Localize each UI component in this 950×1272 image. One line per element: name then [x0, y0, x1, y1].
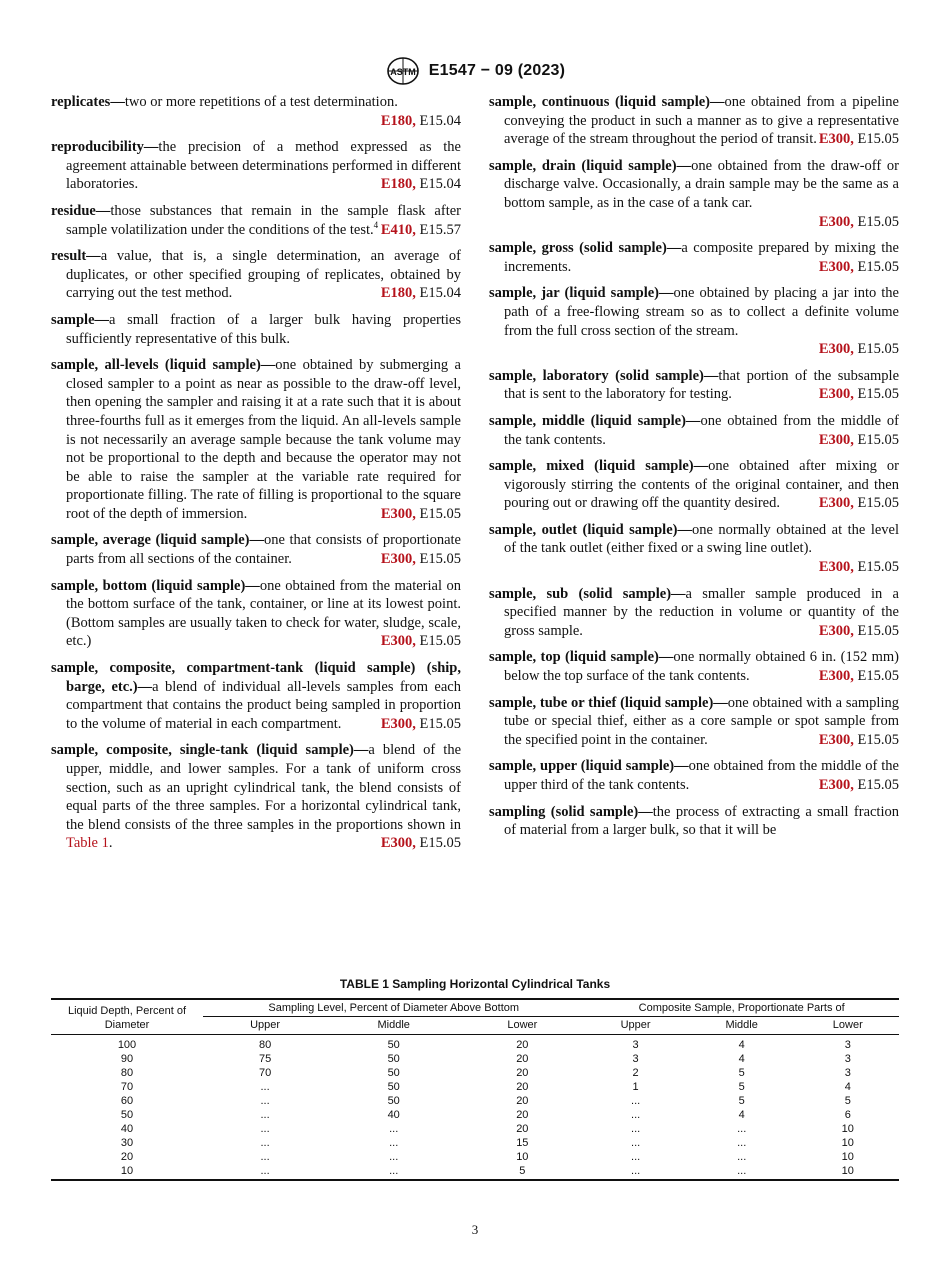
- standard-reference[interactable]: E300,: [818, 131, 854, 148]
- column-header: Lower: [797, 1017, 899, 1035]
- definition-entry: [51, 531, 461, 568]
- definition-term: sample, sub (solid sample)—: [489, 585, 686, 602]
- citation: [66, 112, 461, 131]
- table-cell: ...: [687, 1164, 797, 1180]
- committee-code: E15.04: [419, 176, 461, 193]
- definition-body: one obtained with a sampling tube or special thief, either as a core sample or spot sample from the specified point in the container.: [504, 694, 899, 748]
- table-cell: 70: [258, 1067, 272, 1079]
- standard-reference[interactable]: E300,: [818, 386, 854, 403]
- citation: [819, 130, 899, 149]
- standard-reference[interactable]: E300,: [380, 551, 416, 568]
- citation: [381, 175, 461, 194]
- standard-reference[interactable]: E300,: [818, 559, 854, 576]
- table-cell: 20: [516, 1109, 529, 1121]
- standard-reference[interactable]: E300,: [818, 668, 854, 685]
- column-header: Middle: [687, 1017, 797, 1035]
- citation: [381, 550, 461, 569]
- committee-code: E15.05: [857, 495, 899, 512]
- astm-logo-icon: [385, 56, 421, 86]
- table-cell: 3: [844, 1053, 851, 1065]
- table-cell: ...: [631, 1109, 641, 1121]
- definition-term: sample, gross (solid sample)—: [489, 240, 682, 257]
- definition-term: sampling (solid sample)—: [489, 803, 653, 820]
- definition-term: sample, continuous (liquid sample)—: [489, 94, 725, 110]
- logo-text: ASTM: [390, 67, 416, 77]
- definition-entry: [51, 247, 461, 303]
- committee-code: E15.05: [857, 131, 899, 148]
- standard-reference[interactable]: E300,: [818, 731, 854, 748]
- citation: [504, 213, 899, 232]
- standard-reference[interactable]: E410,: [380, 221, 416, 238]
- table-cell: 50: [387, 1053, 400, 1065]
- table-cell: 20: [516, 1081, 529, 1093]
- definition-body: a value, that is, a single determination, an average of duplicates, or other specified grouping of replicates, obtained by carrying out the test method.: [66, 248, 461, 302]
- definition-entry: [51, 577, 461, 651]
- standard-reference[interactable]: E300,: [380, 835, 416, 852]
- standard-reference[interactable]: E300,: [818, 495, 854, 512]
- table-cell: ...: [260, 1137, 270, 1149]
- table-cell: 1: [632, 1081, 639, 1093]
- definition-body: one obtained after mixing or vigorously stirring the contents of the original container, and then pouring out or drawing off the quantity desired.: [504, 458, 900, 512]
- committee-code: E15.05: [857, 341, 899, 358]
- standard-reference[interactable]: E300,: [818, 622, 854, 639]
- page-number: 3: [471, 1222, 479, 1237]
- committee-code: E15.57: [419, 221, 461, 238]
- standard-reference[interactable]: E300,: [380, 505, 416, 522]
- table-cell: 5: [738, 1067, 745, 1079]
- left-column: [51, 93, 461, 861]
- group-header-sampling-level: Sampling Level, Percent of Diameter Above Bottom: [203, 999, 584, 1017]
- committee-code: E15.05: [857, 668, 899, 685]
- definition-body: one obtained from the draw-off or discharge valve. Occasionally, a drain sample may be the same as a bottom sample, as in the case of a tank car.: [504, 157, 899, 211]
- definition-body: one normally obtained at the level of the tank outlet (either fixed or a swing line outlet).: [504, 521, 899, 557]
- depth-cell: 90: [120, 1053, 134, 1065]
- definition-term: sample, drain (liquid sample)—: [489, 157, 692, 174]
- definition-body: a small fraction of a larger bulk having properties sufficiently representative of this bulk.: [66, 311, 461, 347]
- table-cell: 75: [258, 1053, 272, 1065]
- column-header: Upper: [584, 1017, 686, 1035]
- definition-term: sample—: [51, 311, 109, 328]
- definition-body: one obtained from a pipeline conveying the product in such a manner as to give a representative average of the stream throughout the period of transit.: [504, 94, 899, 148]
- citation: [381, 284, 461, 303]
- definition-entry: [51, 202, 461, 239]
- table-cell: ...: [260, 1095, 270, 1107]
- citation: [504, 558, 899, 577]
- table-cell: ...: [584, 1164, 686, 1180]
- definition-term: sample, mixed (liquid sample)—: [489, 458, 709, 475]
- standard-reference[interactable]: E300,: [380, 633, 416, 650]
- definition-term: result—: [51, 248, 101, 265]
- definition-body: one obtained from the middle of the tank contents.: [504, 412, 899, 448]
- definition-entry: [489, 367, 899, 404]
- citation: [819, 667, 899, 686]
- definition-body: a composite prepared by mixing the increments.: [504, 240, 899, 275]
- definition-entry: [51, 356, 461, 523]
- depth-cell: 40: [120, 1123, 134, 1135]
- depth-cell: 30: [120, 1137, 134, 1149]
- table-cell: 4: [738, 1039, 745, 1051]
- definition-term: sample, bottom (liquid sample)—: [51, 577, 260, 594]
- depth-cell: 50: [120, 1109, 134, 1121]
- depth-cell: 60: [120, 1095, 134, 1107]
- definition-body: the process of extracting a small fraction of material from a larger bulk, so that it will be: [504, 803, 899, 839]
- table-cell: ...: [737, 1137, 747, 1149]
- definition-entry: [489, 648, 899, 685]
- column-header: Upper: [203, 1017, 327, 1035]
- table-cell: 10: [841, 1137, 854, 1149]
- table-cell: 4: [738, 1053, 745, 1065]
- definition-entry: [51, 93, 461, 130]
- definition-term: reproducibility—: [51, 139, 159, 156]
- committee-code: E15.05: [857, 777, 899, 793]
- citation: [819, 494, 899, 513]
- table-cell: ...: [260, 1081, 270, 1093]
- table-cell: 50: [387, 1081, 400, 1093]
- table-cell: 3: [632, 1053, 639, 1065]
- table-cell: 20: [516, 1053, 529, 1065]
- table-cell: ...: [260, 1151, 270, 1163]
- definition-entry: [489, 284, 899, 358]
- definition-term: sample, average (liquid sample)—: [51, 532, 265, 549]
- standard-reference[interactable]: E300,: [818, 431, 854, 448]
- citation: [819, 731, 899, 750]
- table-cell: ...: [260, 1123, 270, 1135]
- table-cell: 80: [258, 1039, 272, 1051]
- table-cell: ...: [203, 1164, 327, 1180]
- standard-reference[interactable]: E300,: [818, 258, 854, 275]
- definition-entry: [489, 757, 899, 794]
- table-row: [51, 1035, 899, 1053]
- definition-term: sample, upper (liquid sample)—: [489, 758, 689, 775]
- definition-body: one obtained from the middle of the upper third of the tank contents.: [504, 758, 899, 793]
- standard-reference[interactable]: E180,: [380, 112, 416, 129]
- table-cell: ...: [260, 1109, 270, 1121]
- page-header: [0, 56, 950, 86]
- table-title: TABLE 1 Sampling Horizontal Cylindrical Tanks: [339, 977, 611, 991]
- standard-reference[interactable]: E300,: [818, 777, 854, 793]
- table-cell: 4: [738, 1109, 745, 1121]
- definition-term: residue—: [51, 202, 111, 219]
- definition-term: sample, outlet (liquid sample)—: [489, 521, 692, 538]
- table-row: [51, 1122, 899, 1136]
- committee-code: E15.05: [857, 386, 899, 403]
- row-header: Liquid Depth, Percent of Diameter: [51, 999, 203, 1035]
- table-cell: ...: [631, 1123, 641, 1135]
- definition-entry: [489, 239, 899, 276]
- standard-reference[interactable]: E180,: [380, 176, 416, 193]
- table-cell: 10: [797, 1164, 899, 1180]
- table-cell: 3: [632, 1039, 639, 1051]
- definition-term: sample, tube or thief (liquid sample)—: [489, 694, 728, 711]
- definition-entry: [489, 93, 899, 149]
- table-cell: ...: [737, 1123, 747, 1135]
- table-cell: 20: [516, 1095, 529, 1107]
- table-cell: ...: [327, 1164, 460, 1180]
- table-cell: 2: [632, 1067, 639, 1079]
- definition-entry: [489, 457, 899, 513]
- table-cell: ...: [631, 1137, 641, 1149]
- table-row: [51, 1136, 899, 1150]
- definition-body: one normally obtained 6 in. (152 mm) below the top surface of the tank contents.: [504, 649, 899, 685]
- definition-body: a blend of individual all-levels samples from each compartment that contains the product being sampled in proportion to the volume of material in each compartment.: [66, 678, 461, 732]
- table-cell: 40: [387, 1109, 400, 1121]
- table-cell: 6: [844, 1109, 851, 1121]
- table-cell: 15: [516, 1137, 529, 1149]
- table-row: [51, 1164, 899, 1180]
- citation: [819, 776, 899, 795]
- depth-cell: 80: [120, 1067, 134, 1079]
- depth-cell: 10: [51, 1164, 203, 1180]
- table-row: [51, 1150, 899, 1164]
- definition-body: two or more repetitions of a test determination.: [124, 94, 398, 110]
- committee-code: E15.05: [419, 633, 461, 650]
- table-cell: 20: [516, 1123, 529, 1135]
- document-id: E1547 − 09 (2023): [428, 62, 566, 79]
- table-cell: 3: [844, 1067, 851, 1079]
- committee-code: E15.05: [419, 715, 461, 732]
- definition-body-end: .: [108, 835, 113, 852]
- definition-body: one obtained by placing a jar into the path of a free-flowing stream so as to collect a definite volume from the full cross section of the stream.: [504, 285, 899, 339]
- definition-term: sample, composite, single-tank (liquid sample)—: [51, 742, 369, 759]
- table-row: [51, 1094, 899, 1108]
- depth-cell: 20: [120, 1151, 134, 1163]
- standard-reference[interactable]: E300,: [380, 715, 416, 732]
- table-cell: 10: [841, 1151, 854, 1163]
- definition-body: one obtained by submerging a closed sampler to a point as near as possible to the draw-off level, then opening the sampler and raising it at a rate such that it is about three-fourths full as it emerges from the liquid. An all-levels sample is not necessarily an average sample because the tank volume may not be proportional to the depth and because the operator may not be able to raise the sampler at the variable rate required for proportionate filling. The rate of filling is proportional to the square root of the depth of immersion.: [66, 357, 461, 522]
- citation: [819, 622, 899, 641]
- definition-term: sample, top (liquid sample)—: [489, 649, 674, 666]
- table-1-link[interactable]: Table 1: [66, 835, 109, 852]
- definition-term: sample, middle (liquid sample)—: [489, 412, 701, 429]
- group-header-composite-sample: Composite Sample, Proportionate Parts of: [584, 999, 899, 1017]
- standard-reference[interactable]: E300,: [818, 213, 854, 230]
- table-cell: 20: [516, 1039, 529, 1051]
- table-cell: 5: [738, 1095, 745, 1107]
- committee-code: E15.05: [857, 431, 899, 448]
- citation: [381, 834, 461, 853]
- committee-code: E15.05: [419, 835, 461, 852]
- table-cell: ...: [631, 1151, 641, 1163]
- committee-code: E15.05: [857, 559, 899, 576]
- definition-body: a smaller sample produced in a specified manner by the reduction in volume or quantity of the gross sample.: [504, 585, 899, 639]
- citation: [819, 385, 899, 404]
- definition-body: that portion of the subsample that is sent to the laboratory for testing.: [504, 367, 900, 403]
- definition-body: a blend of the upper, middle, and lower samples. For a tank of uniform cross section, such as an upright cylindrical tank, the blend consists of equal parts of the three samples. For a horizontal cylindrical tank, the blend consists of the three samples in the proportions shown in: [66, 742, 462, 833]
- definition-entry: [51, 138, 461, 194]
- sampling-table: [51, 998, 899, 1181]
- definition-entry: [51, 741, 461, 853]
- table-row: [51, 1108, 899, 1122]
- table-cell: 50: [387, 1095, 400, 1107]
- depth-cell: 100: [117, 1039, 137, 1051]
- committee-code: E15.04: [419, 112, 461, 129]
- citation: [381, 715, 461, 734]
- table-row: [51, 1080, 899, 1094]
- table-cell: 5: [738, 1081, 745, 1093]
- committee-code: E15.05: [419, 505, 461, 522]
- citation: [381, 221, 461, 240]
- citation: [504, 340, 899, 359]
- standard-reference[interactable]: E180,: [380, 285, 416, 302]
- standard-reference[interactable]: E300,: [818, 341, 854, 358]
- table-cell: 5: [844, 1095, 851, 1107]
- definition-body: the precision of a method expressed as the agreement attainable between determinations performed in different laboratories.: [66, 139, 461, 193]
- definition-term: sample, laboratory (solid sample)—: [489, 367, 719, 384]
- citation: [381, 505, 461, 524]
- table-cell: 10: [516, 1151, 529, 1163]
- definition-entry: [489, 521, 899, 577]
- committee-code: E15.05: [857, 731, 899, 748]
- definition-body: one that consists of proportionate parts from all sections of the container.: [66, 532, 461, 568]
- table-cell: 50: [387, 1039, 400, 1051]
- table-cell: 10: [841, 1123, 854, 1135]
- table-cell: 50: [387, 1067, 400, 1079]
- table-cell: 3: [844, 1039, 851, 1051]
- table-cell: 4: [844, 1081, 851, 1093]
- footnote-marker: 4: [373, 219, 379, 230]
- right-column: [489, 93, 899, 848]
- depth-cell: 70: [120, 1081, 134, 1093]
- committee-code: E15.04: [419, 285, 461, 302]
- definition-term: sample, all-levels (liquid sample)—: [51, 357, 276, 374]
- citation: [819, 258, 899, 277]
- table-row: [51, 1052, 899, 1066]
- table-cell: 5: [460, 1164, 584, 1180]
- definition-body: one obtained from the material on the bottom surface of the tank, container, or line at its lowest point. (Bottom samples are usually taken to check for water, sludge, scale, etc.): [66, 577, 461, 650]
- committee-code: E15.05: [857, 213, 899, 230]
- definition-term: sample, jar (liquid sample)—: [489, 285, 674, 302]
- table-cell: ...: [631, 1095, 641, 1107]
- table-cell: 20: [516, 1067, 529, 1079]
- table-cell: ...: [389, 1151, 399, 1163]
- committee-code: E15.05: [857, 258, 899, 275]
- table-cell: ...: [389, 1123, 399, 1135]
- definition-body: those substances that remain in the sample flask after sample volatilization under the conditions of the test.: [66, 202, 461, 238]
- definition-entry: [489, 803, 899, 840]
- column-header: Lower: [460, 1017, 584, 1035]
- citation: [819, 431, 899, 450]
- definition-entry: [51, 659, 461, 733]
- definition-term: sample, composite, compartment-tank (liquid sample) (ship, barge, etc.)—: [51, 660, 461, 695]
- table-cell: ...: [389, 1137, 399, 1149]
- table-row: [51, 1066, 899, 1080]
- definition-entry: [51, 311, 461, 348]
- definition-entry: [489, 412, 899, 449]
- committee-code: E15.05: [857, 622, 899, 639]
- table-cell: ...: [737, 1151, 747, 1163]
- column-header: Middle: [327, 1017, 460, 1035]
- definition-entry: [489, 694, 899, 750]
- committee-code: E15.05: [419, 551, 461, 568]
- definition-entry: [489, 585, 899, 641]
- definition-term: replicates—: [51, 94, 125, 110]
- definition-entry: [489, 157, 899, 231]
- table-1: [51, 977, 899, 1181]
- citation: [381, 632, 461, 651]
